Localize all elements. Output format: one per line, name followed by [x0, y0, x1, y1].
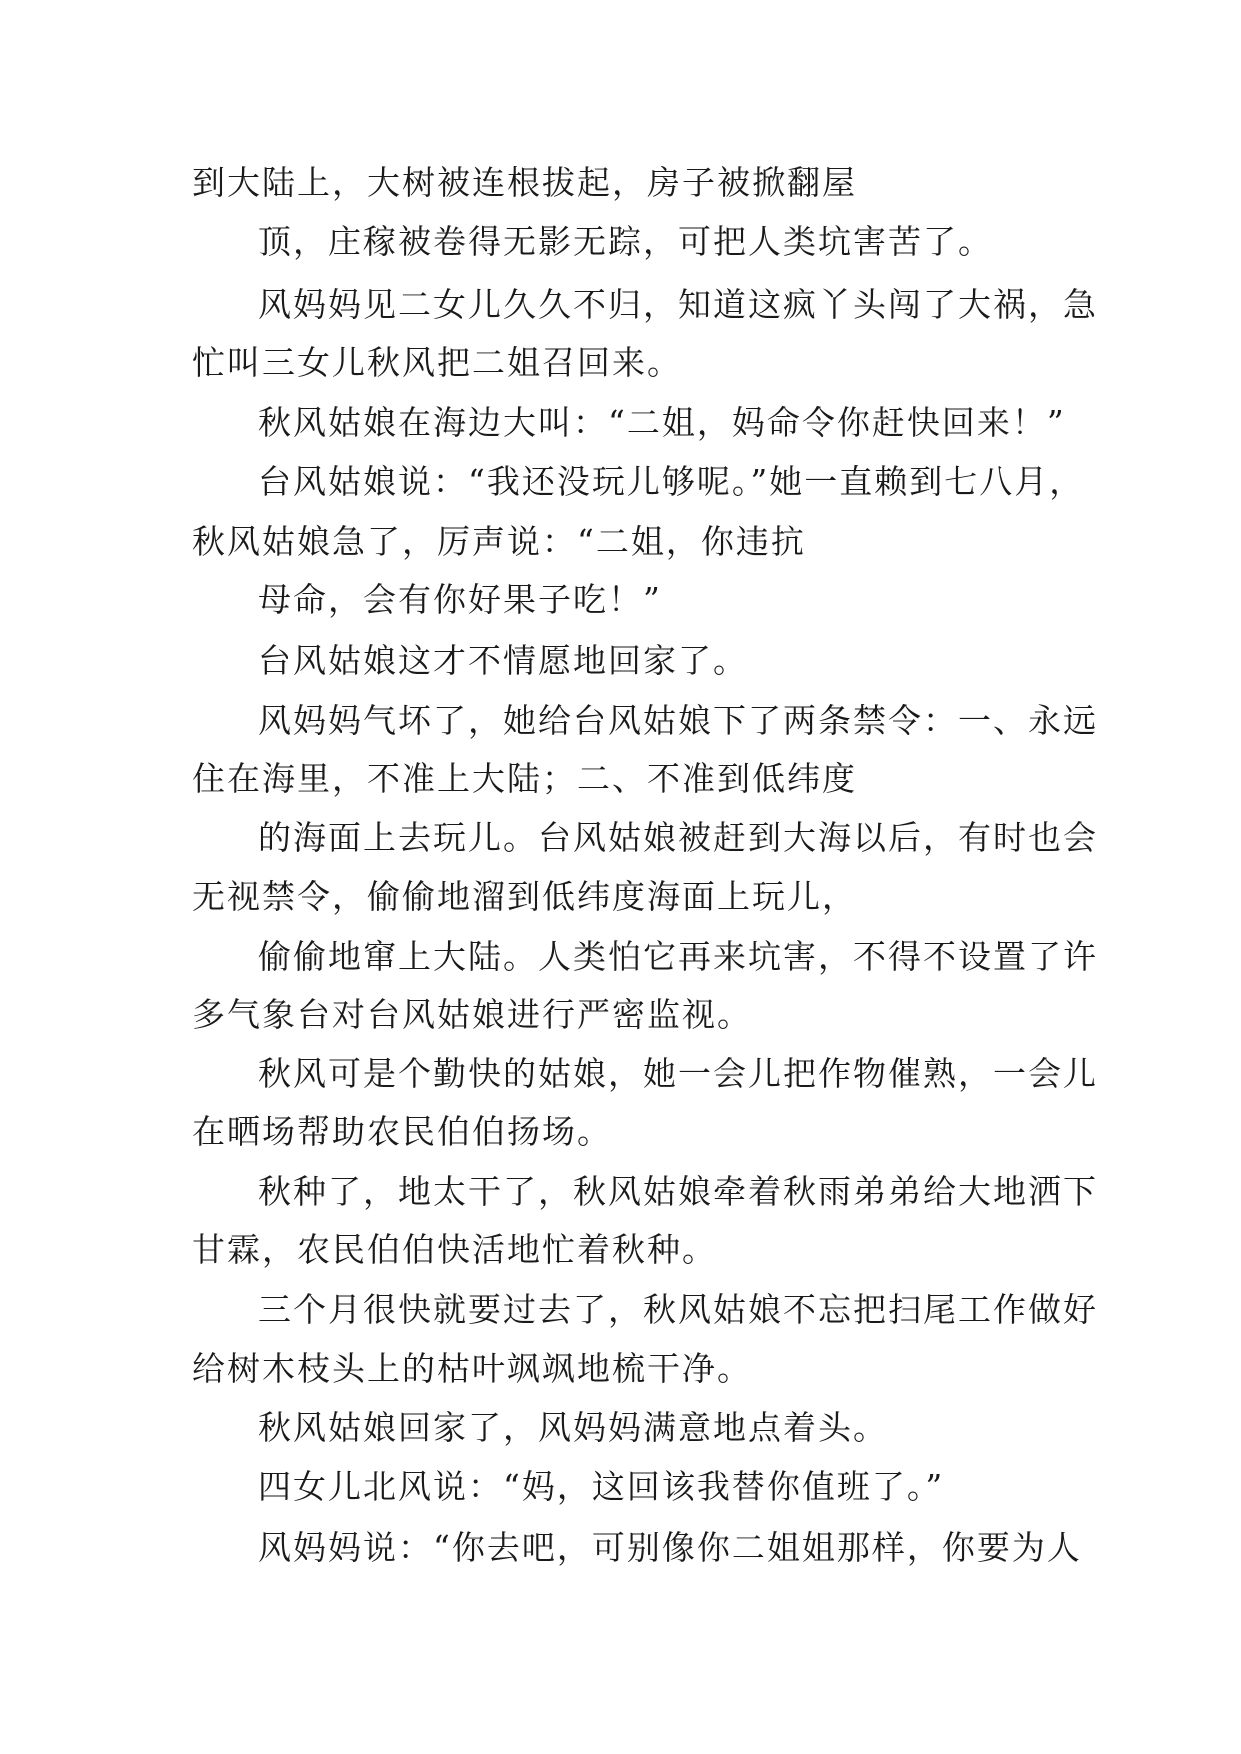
text-line: 多气象台对台风姑娘进行严密监视。 [192, 995, 752, 1034]
text-line: 四女儿北风说：“妈，这回该我替你值班了。” [258, 1467, 945, 1506]
text-line: 的海面上去玩儿。台风姑娘被赶到大海以后，有时也会 [258, 818, 1098, 857]
text-line: 三个月很快就要过去了，秋风姑娘不忘把扫尾工作做好 [258, 1290, 1098, 1329]
text-line: 在晒场帮助农民伯伯扬场。 [192, 1112, 612, 1151]
text-line: 母命，会有你好果子吃！” [258, 580, 662, 619]
text-line: 风妈妈气坏了，她给台风姑娘下了两条禁令：一、永远 [258, 701, 1098, 740]
text-line: 偷偷地窜上大陆。人类怕它再来坑害，不得不设置了许 [258, 937, 1098, 976]
text-line: 甘霖，农民伯伯快活地忙着秋种。 [192, 1230, 717, 1269]
text-line: 秋种了，地太干了，秋风姑娘牵着秋雨弟弟给大地洒下 [258, 1172, 1098, 1211]
text-line: 到大陆上，大树被连根拔起，房子被掀翻屋 [192, 163, 857, 202]
text-line: 风妈妈见二女儿久久不归，知道这疯丫头闯了大祸，急 [258, 285, 1098, 324]
text-line: 秋风姑娘在海边大叫：“二姐，妈命令你赶快回来！” [258, 403, 1066, 442]
text-line: 忙叫三女儿秋风把二姐召回来。 [192, 343, 682, 382]
text-line: 给树木枝头上的枯叶飒飒地梳干净。 [192, 1349, 752, 1388]
text-line: 风妈妈说：“你去吧，可别像你二姐姐那样，你要为人 [258, 1528, 1082, 1567]
text-line: 顶，庄稼被卷得无影无踪，可把人类坑害苦了。 [258, 222, 993, 261]
text-line: 台风姑娘说：“我还没玩儿够呢。”她一直赖到七八月， [258, 462, 1085, 501]
text-line: 秋风姑娘回家了，风妈妈满意地点着头。 [258, 1408, 888, 1447]
text-line: 秋风姑娘急了，厉声说：“二姐，你违抗 [192, 522, 806, 561]
text-line: 无视禁令，偷偷地溜到低纬度海面上玩儿， [192, 877, 857, 916]
text-line: 住在海里，不准上大陆；二、不准到低纬度 [192, 759, 857, 798]
text-line: 秋风可是个勤快的姑娘，她一会儿把作物催熟，一会儿 [258, 1054, 1098, 1093]
text-line: 台风姑娘这才不情愿地回家了。 [258, 641, 748, 680]
